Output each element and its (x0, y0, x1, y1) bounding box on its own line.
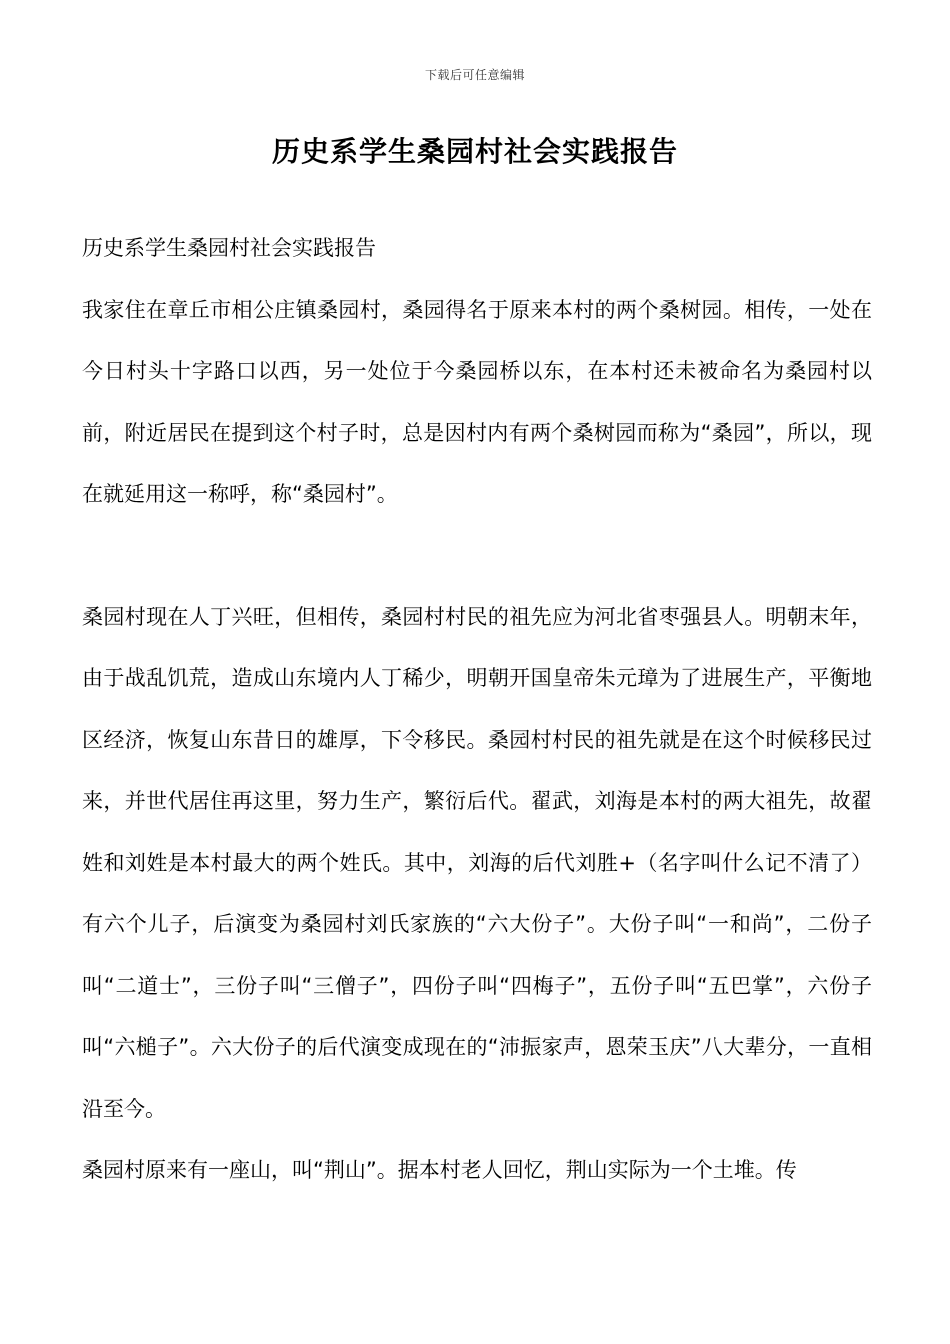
document-title: 历史系学生桑园村社会实践报告 (271, 135, 678, 168)
paragraph-2: 桑园村现在人丁兴旺，但相传，桑园村村民的祖先应为河北省枣强县人。明朝末年，由于战乱饥荒，造成山东境内人丁稀少，明朝开国皇帝朱元璋为了进展生产，平衡地区经济，恢复山东昔日的雄厚，下令移民。桑园村村民的祖先就是在这个时候移民过来，并世代居住再这里，努力生产，繁衍后代。翟武，刘海是本村的两大祖先，故翟姓和刘姓是本村最大的两个姓氏。其中，刘海的后代刘胜+（名字叫什么记不清了）有六个儿子，后演变为桑园村刘氏家族的“六大份子”。大份子叫“一和尚”，二份子叫“二道士”，三份子叫“三僧子”，四份子叫“四梅子”，五份子叫“五巴掌”，六份子叫“六槌子”。六大份子的后代演变成现在的“沛振家声，恩荣玉庆”八大辈分，一直相沿至今。 (82, 604, 872, 1121)
header-note: 下载后可任意编辑 (424, 68, 525, 82)
document-subtitle: 历史系学生桑园村社会实践报告 (82, 236, 376, 260)
paragraph-1: 我家住在章丘市相公庄镇桑园村，桑园得名于原来本村的两个桑树园。相传，一处在今日村头十字路口以西，另一处位于今桑园桥以东，在本村还未被命名为桑园村以前，附近居民在提到这个村子时，总是因村内有两个桑树园而称为“桑园”，所以，现在就延用这一称呼，称“桑园村”。 (82, 297, 872, 506)
document-body (82, 218, 872, 1202)
paragraph-3: 桑园村原来有一座山，叫“荆山”。据本村老人回忆，荆山实际为一个土堆。传 (82, 1158, 797, 1182)
